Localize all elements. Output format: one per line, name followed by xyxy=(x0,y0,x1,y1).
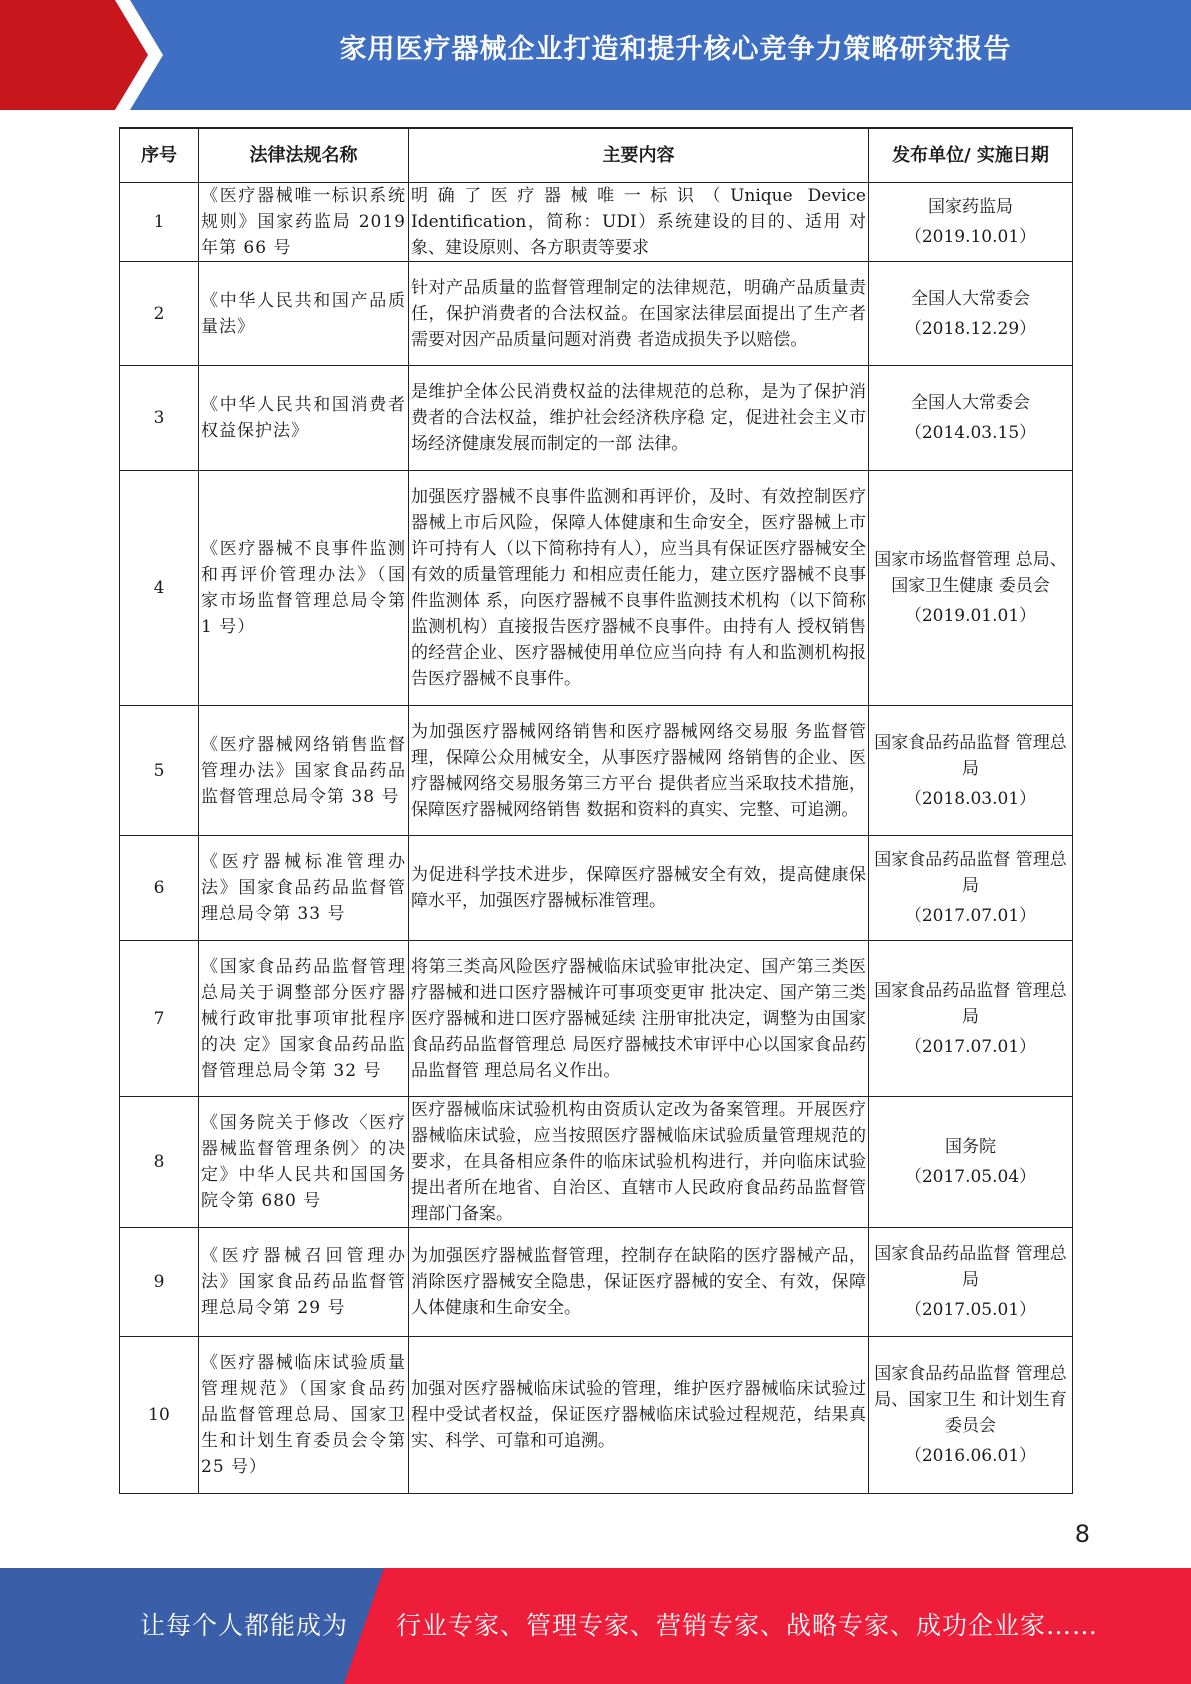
table-row xyxy=(120,1097,1073,1228)
header-name: 法律法规名称 xyxy=(199,128,409,183)
row-number: 5 xyxy=(120,706,199,836)
issuer-cell xyxy=(869,366,1073,471)
regulation-name: 《医疗器械唯一标识系统规则》国家药监局 2019 年第 66 号 xyxy=(199,183,409,262)
regulation-content: 为促进科学技术进步，保障医疗器械安全有效，提高健康保障水平，加强医疗器械标准管理。 xyxy=(409,836,869,941)
table-row xyxy=(120,1228,1073,1337)
issuer-cell xyxy=(869,1097,1073,1228)
regulations-table xyxy=(119,127,1073,1494)
table-row xyxy=(120,1337,1073,1494)
regulation-content: 针对产品质量的监督管理制定的法律规范，明确产品质量责任，保护消费者的合法权益。在国家法律层面提出了生产者需要对因产品质量问题对消费 者造成损失予以赔偿。 xyxy=(409,262,869,366)
issuer-cell xyxy=(869,183,1073,262)
issuer-cell xyxy=(869,471,1073,706)
regulation-content: 加强对医疗器械临床试验的管理，维护医疗器械临床试验过程中受试者权益，保证医疗器械临床试验过程规范，结果真实、科学、可靠和可追溯。 xyxy=(409,1337,869,1494)
regulation-name: 《医疗器械召回管理办法》国家食品药品监督管理总局令第 29 号 xyxy=(199,1228,409,1337)
row-number: 2 xyxy=(120,262,199,366)
effective-date: （2016.06.01） xyxy=(904,1446,1037,1466)
issuer-cell xyxy=(869,262,1073,366)
table-row xyxy=(120,366,1073,471)
footer-right-text: 行业专家、管理专家、营销专家、战略专家、成功企业家…… xyxy=(396,1611,1099,1640)
issuer-name: 国家食品药品监督 管理总局 xyxy=(874,980,1067,1027)
issuer-cell xyxy=(869,1337,1073,1494)
issuer-cell xyxy=(869,1228,1073,1337)
row-number: 6 xyxy=(120,836,199,941)
issuer-name: 国务院 xyxy=(945,1137,996,1157)
issuer-name: 国家药监局 xyxy=(928,197,1013,217)
issuer-cell xyxy=(869,941,1073,1097)
effective-date: （2019.10.01） xyxy=(904,227,1037,247)
row-number: 3 xyxy=(120,366,199,471)
effective-date: （2014.03.15） xyxy=(904,423,1037,443)
issuer-cell xyxy=(869,836,1073,941)
regulation-name: 《国家食品药品监督管理总局关于调整部分医疗器械行政审批事项审批程序的决 定》国家食品药品监 督管理总局令第 32 号 xyxy=(199,941,409,1097)
regulation-content: 医疗器械临床试验机构由资质认定改为备案管理。开展医疗器械临床试验，应当按照医疗器械临床试验质量管理规范的要求，在具备相应条件的临床试验机构进行，并向临床试验提出者所在地省、自治区、直辖市人民政府食品药品监督管理部门备案。 xyxy=(409,1097,869,1228)
table-row xyxy=(120,836,1073,941)
table-row xyxy=(120,183,1073,262)
header-content: 主要内容 xyxy=(409,128,869,183)
regulation-name: 《中华人民共和国消费者权益保护法》 xyxy=(199,366,409,471)
issuer-name: 国家食品药品监督 管理总局 xyxy=(874,850,1067,896)
effective-date: （2018.03.01） xyxy=(904,788,1037,809)
effective-date: （2017.05.01） xyxy=(904,1300,1037,1320)
page-number: 8 xyxy=(1074,1520,1090,1548)
effective-date: （2017.07.01） xyxy=(904,1036,1037,1057)
report-title: 家用医疗器械企业打造和提升核心竞争力策略研究报告 xyxy=(339,34,1012,65)
row-number: 1 xyxy=(120,183,199,262)
header-banner xyxy=(0,0,1191,110)
regulation-content: 明确了医疗器械唯一标识（Unique Device Identification，简称：UDI）系统建设的目的、适用 对象、建设原则、各方职责等要求 xyxy=(409,183,869,262)
row-number: 10 xyxy=(120,1337,199,1494)
table-row xyxy=(120,471,1073,706)
issuer-name: 全国人大常委会 xyxy=(911,288,1030,309)
effective-date: （2017.07.01） xyxy=(904,906,1037,926)
issuer-name: 国家食品药品监督 管理总局 xyxy=(874,1244,1067,1290)
issuer-cell xyxy=(869,706,1073,836)
issuer-name: 国家市场监督管理 总局、国家卫生健康 委员会 xyxy=(874,550,1067,596)
regulation-name: 《医疗器械网络销售监督管理办法》国家食品药品监督管理总局令第 38 号 xyxy=(199,706,409,836)
regulation-content: 为加强医疗器械网络销售和医疗器械网络交易服 务监督管理，保障公众用械安全，从事医疗器械网 络销售的企业、医疗器械网络交易服务第三方平台 提供者应当采取技术措施，保障医疗器械网络销售 数据和资料的真实、完整、可追溯。 xyxy=(409,706,869,836)
regulation-name: 《中华人民共和国产品质量法》 xyxy=(199,262,409,366)
issuer-name: 全国人大常委会 xyxy=(911,393,1030,413)
table-header-row xyxy=(120,128,1073,183)
effective-date: （2019.01.01） xyxy=(904,606,1037,626)
effective-date: （2017.05.04） xyxy=(904,1167,1037,1187)
issuer-name: 国家食品药品监督 管理总局 xyxy=(874,732,1067,779)
regulation-name: 《医疗器械临床试验质量管理规范》（国家食品药品监督管理总局、国家卫生和计划生育委员会令第 25 号） xyxy=(199,1337,409,1494)
regulation-name: 《医疗器械不良事件监测和再评价管理办法》（国家市场监督管理总局令第 1 号） xyxy=(199,471,409,706)
footer-left-text: 让每个人都能成为 xyxy=(140,1611,349,1640)
footer-banner xyxy=(0,1568,1191,1684)
effective-date: （2018.12.29） xyxy=(904,318,1037,339)
regulation-content: 将第三类高风险医疗器械临床试验审批决定、国产第三类医疗器械和进口医疗器械许可事项变更审 批决定、国产第三类医疗器械和进口医疗器械延续 注册审批决定，调整为由国家食品药品监督管理总 局医疗器械技术审评中心以国家食品药品监督管 理总局名义作出。 xyxy=(409,941,869,1097)
table-row xyxy=(120,941,1073,1097)
row-number: 8 xyxy=(120,1097,199,1228)
row-number: 4 xyxy=(120,471,199,706)
table-row xyxy=(120,262,1073,366)
regulation-name: 《国务院关于修改〈医疗器械监督管理条例〉的决定》中华人民共和国国务院令第 680 号 xyxy=(199,1097,409,1228)
row-number: 7 xyxy=(120,941,199,1097)
regulation-content: 加强医疗器械不良事件监测和再评价，及时、有效控制医疗器械上市后风险，保障人体健康和生命安全，医疗器械上市许可持有人（以下简称持有人），应当具有保证医疗器械安全有效的质量管理能力 和相应责任能力，建立医疗器械不良事件监测体 系，向医疗器械不良事件监测技术机构（以下简称 监测机构）直接报告医疗器械不良事件。由持有人 授权销售的经营企业、医疗器械使用单位应当向持 有人和监测机构报告医疗器械不良事件。 xyxy=(409,471,869,706)
row-number: 9 xyxy=(120,1228,199,1337)
header-no: 序号 xyxy=(120,128,199,183)
regulation-content: 是维护全体公民消费权益的法律规范的总称，是为了保护消费者的合法权益，维护社会经济秩序稳 定，促进社会主义市场经济健康发展而制定的一部 法律。 xyxy=(409,366,869,471)
regulation-name: 《医疗器械标准管理办法》国家食品药品监督管理总局令第 33 号 xyxy=(199,836,409,941)
issuer-name: 国家食品药品监督 管理总局、国家卫生 和计划生育委员会 xyxy=(874,1364,1067,1436)
regulation-content: 为加强医疗器械监督管理，控制存在缺陷的医疗器械产品，消除医疗器械安全隐患，保证医疗器械的安全、有效，保障人体健康和生命安全。 xyxy=(409,1228,869,1337)
header-org-date: 发布单位/ 实施日期 xyxy=(869,128,1073,183)
table-row xyxy=(120,706,1073,836)
